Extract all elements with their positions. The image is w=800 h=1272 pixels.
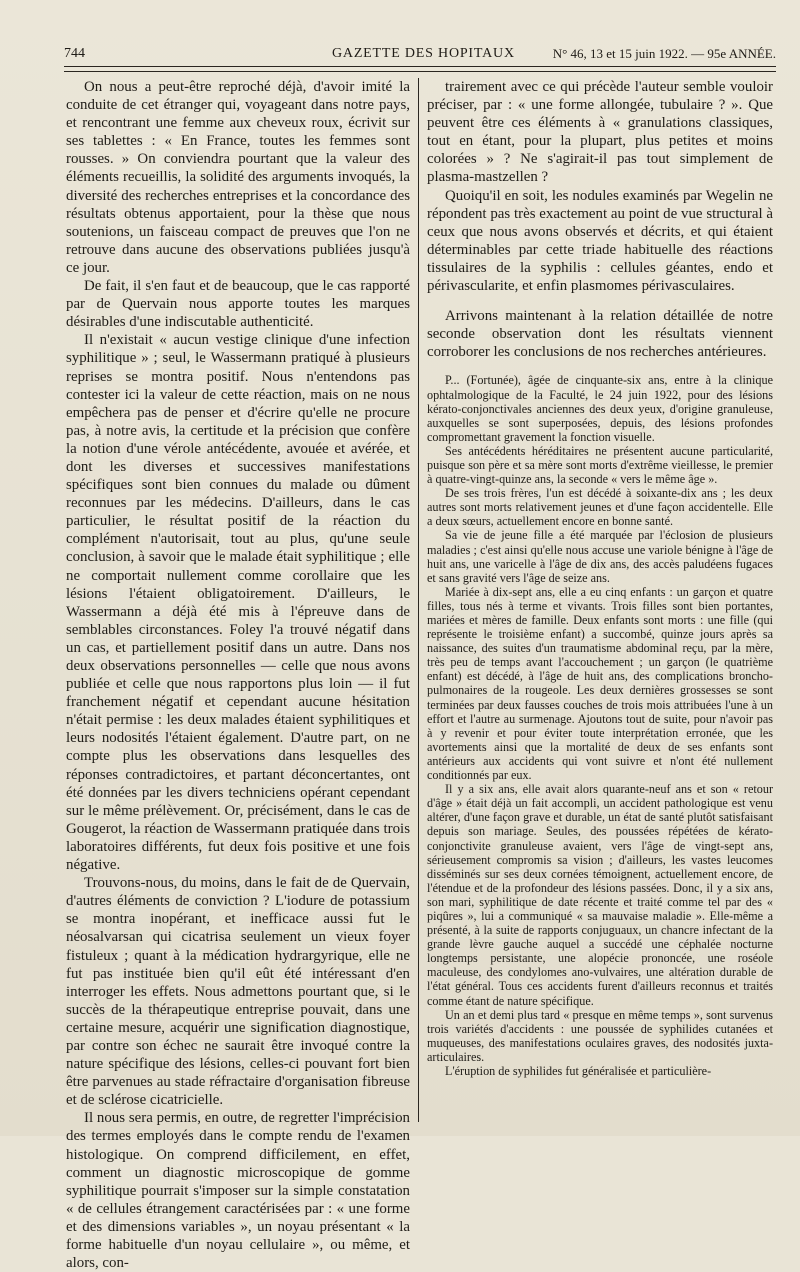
page-header: [64, 44, 776, 68]
paragraph: Trouvons-nous, du moins, dans le fait de de Quervain, d'autres éléments de conviction ? L'iodure de potassium se montra inopérant, et inefficace aussi fut le néosalvarsan qui cicatrisa seulement un vieux foyer fistuleux ; quant à la médication hydrargyrique, elle ne fut pas instituée bien qu'il eût été intéressant d'en interroger les effets. Nous admettons pourtant que, si le succès de la thérapeutique entreprise pouvait, dans une certaine mesure, acquérir une signification diagnostique, par contre son échec ne saurait être invoqué contre la nature spécifique des lésions, celles-ci pouvant fort bien être parvenues au stade réfractaire d'organisation fibreuse et de sclérose cicatricielle.: [66, 875, 410, 1109]
paragraph: trairement avec ce qui précède l'auteur semble vouloir préciser, par : « une forme allongée, tubulaire ? ». Que peuvent être ces éléments à « granulations classiques, tout en étant, pour la plupart, plus petites et moins colorées » ? Ne s'agirait-il pas tout simplement de plasma-mastzellen ?: [427, 79, 773, 186]
paragraph: Il nous sera permis, en outre, de regretter l'imprécision des termes employés dans le compte rendu de l'examen histologique. On comprend difficilement, en effet, comment un diagnostic microscopique de gomme syphilitique pourrait s'imposer sur la simple constatation « de cellules étrangement caractérisées par : « une forme et des dimensions variables », un noyau présentant « la forme habituelle d'un noyau cellulaire », ou même, et alors, con-: [66, 1110, 410, 1272]
observation-paragraph: L'éruption de syphilides fut généralisée et particulière-: [445, 1064, 712, 1078]
observation-paragraph: Il y a six ans, elle avait alors quarante-neuf ans et son « retour d'âge » était déjà un fait accompli, un accident pathologique est venu altérer, d'une façon grave et durable, un état de santé plutôt satisfaisant depuis son mariage. Seules, des poussées répétées de kérato-conjonctivite granuleuse avaient, vers l'âge de vingt-sept ans, sérieusement compromis sa vision ; d'ailleurs, les vastes leucomes disséminés sur ses deux cornées témoignent, actuellement encore, de l'étendue et de la profondeur des lésions passées. Donc, il y a six ans, son mari, syphilitique de date récente et traité comme tel par des « piqûres », lui a communiqué « sa mauvaise maladie ». Elle-même a présenté, à la suite de rapports conjuguaux, un chancre infectant de la grande lèvre gauche auquel a succédé une céphalée nocturne longtemps persistante, une alopécie prononcée, une roséole maculeuse, des condylomes ano-vulvaires, une altération durable de l'état général. Tous ces accidents furent d'ailleurs reconnus et traités comme étant de nature spécifique.: [427, 782, 773, 1008]
observation-paragraph: Sa vie de jeune fille a été marquée par l'éclosion de plusieurs maladies ; c'est ainsi qu'elle nous accuse une variole bénigne à l'âge de huit ans, une varicelle à l'âge de dix ans, des accès paludéens fugaces et sans gravité vers l'âge de seize ans.: [427, 528, 773, 585]
commentary-block: [427, 78, 773, 295]
paragraph: Il n'existait « aucun vestige clinique d'une infection syphilitique » ; seul, le Wassermann pratiqué à plusieurs reprises se montra positif. Nous n'entendons pas contester ici la valeur de cette réaction, mais on ne nous empêchera pas de penser et d'écrire qu'elle ne procure pas, à notre avis, la certitude et la précision que confère la notion d'une vérole antécédente, avouée et avérée, et dont les diverses et successives manifestations spécifiques sont bien connues du malade ou dûment reconnues par les médecins. D'ailleurs, dans le cas particulier, le résultat positif de la réaction du complément n'autorisait, tout au plus, qu'une seule conclusion, à savoir que le malade était syphilitique ; elle ne comportait nullement comme corollaire que les lésions l'étaient obligatoirement. D'ailleurs, le Wassermann a déjà été mis à l'épreuve dans de semblables circonstances. Foley l'a trouvé négatif dans un cas, et partiellement positif dans un autre. Dans nos deux observations personnelles — celle que nous avons publiée et celle que nous rapportons plus loin — il fut franchement négatif et cependant aucune hésitation n'était permise : les deux malades étaient syphilitiques et leurs nodosités l'étaient également. D'autre part, on ne compte plus les observations dans lesquelles des réponses contradictoires, et partant déconcertantes, ont été données par les divers techniciens opérant cependant sur le même prélèvement. Or, précisément, dans le cas de Gougerot, la réaction de Wassermann pratiquée dans trois laboratoires différents, fut deux fois positive et une fois négative.: [66, 332, 410, 874]
observation-paragraph: De ses trois frères, l'un est décédé à soixante-dix ans ; les deux autres sont morts relativement jeunes et d'une façon accidentelle. Elle a deux sœurs, actuellement encore en bonne santé.: [427, 486, 773, 529]
column-divider: [418, 78, 419, 1122]
left-column: [66, 78, 410, 1272]
observation-block: [427, 373, 773, 1078]
paragraph: Quoiqu'il en soit, les nodules examinés par Wegelin ne répondent pas très exactement au point de vue structural à ceux que nous avons observés et décrits, et qui étaient déterminables par cette triade habituelle des réactions tissulaires de la syphilis : cellules géantes, endo et périvascularite, et enfin plasmomes périvasculaires.: [427, 187, 773, 295]
right-column: [427, 78, 773, 1126]
journal-title: GAZETTE DES HOPITAUX: [332, 46, 515, 61]
observation-paragraph: Un an et demi plus tard « presque en même temps », sont survenus trois variétés d'accidents : une poussée de syphilides cutanées et muqueuses, des manifestations oculaires graves, des nodosités juxta-articulaires.: [427, 1007, 773, 1064]
header-rule: [64, 66, 776, 72]
paragraph: De fait, il s'en faut et de beaucoup, que le cas rapporté par de Quervain nous apporte toutes les marques désirables d'une indiscutable authenticité.: [66, 278, 410, 331]
paragraph: On nous a peut-être reproché déjà, d'avoir imité la conduite de cet étranger qui, voyageant dans notre pays, et rencontrant une femme aux cheveux roux, écrivit sur ses tablettes : « En France, toutes les femmes sont rousses. » On conviendra pourtant que la valeur des éléments recueillis, la solidité des arguments invoqués, la diversité des recherches entreprises et la concordance des résultats obtenus apportaient, pour la thèse que nous soutenions, un faisceau compact de preuves que l'on ne retrouve dans aucune des observations publiées jusqu'à ce jour.: [66, 79, 410, 276]
observation-paragraph: Mariée à dix-sept ans, elle a eu cinq enfants : un garçon et quatre filles, tous nés à terme et vivants. Trois filles sont bien portantes, mariées et mères de famille. Deux enfants sont morts : une fille (qui représente le troisième enfant) a succombé, quinze jours après sa naissance, des suites d'un traumatisme abdominal reçu, par la mère, très peu de temps avant l'accouchement ; un garçon (le quatrième enfant) est décédé, à l'âge de huit ans, des complications broncho-pulmonaires de la rougeole. Les deux dernières grossesses se sont terminées par deux fausses couches de trois mois attribuées l'une à un effort et l'autre au surmenage. Ajoutons tout de suite, pour n'avoir pas à y revenir et pour éviter toute interprétation erronée, que les avortements ainsi que la mortalité de deux de ses enfants sont antérieurs aux accidents qui vont suivre et n'ont été nullement conditionnés par eux.: [427, 584, 773, 783]
intro-block: [427, 307, 773, 361]
observation-paragraph: P... (Fortunée), âgée de cinquante-six ans, entre à la clinique ophtalmologique de la Faculté, le 24 juin 1922, pour des lésions kérato-conjonctivales anciennes des deux yeux, d'origine granuleuse, auxquelles se sont superposées, depuis, des lésions profondes compromettant gravement la fonction visuelle.: [427, 373, 773, 444]
issue-info: N° 46, 13 et 15 juin 1922. — 95e ANNÉE.: [552, 46, 776, 61]
paragraph: Arrivons maintenant à la relation détaillée de notre seconde observation dont les résultats viennent corroborer les conclusions de nos recherches antérieures.: [427, 308, 773, 361]
page-number: 744: [64, 46, 85, 61]
observation-paragraph: Ses antécédents héréditaires ne présentent aucune particularité, puisque son père et sa mère sont morts d'extrême vieillesse, le premier à quatre-vingt-quinze ans, la seconde « vers le même âge ».: [427, 443, 773, 487]
